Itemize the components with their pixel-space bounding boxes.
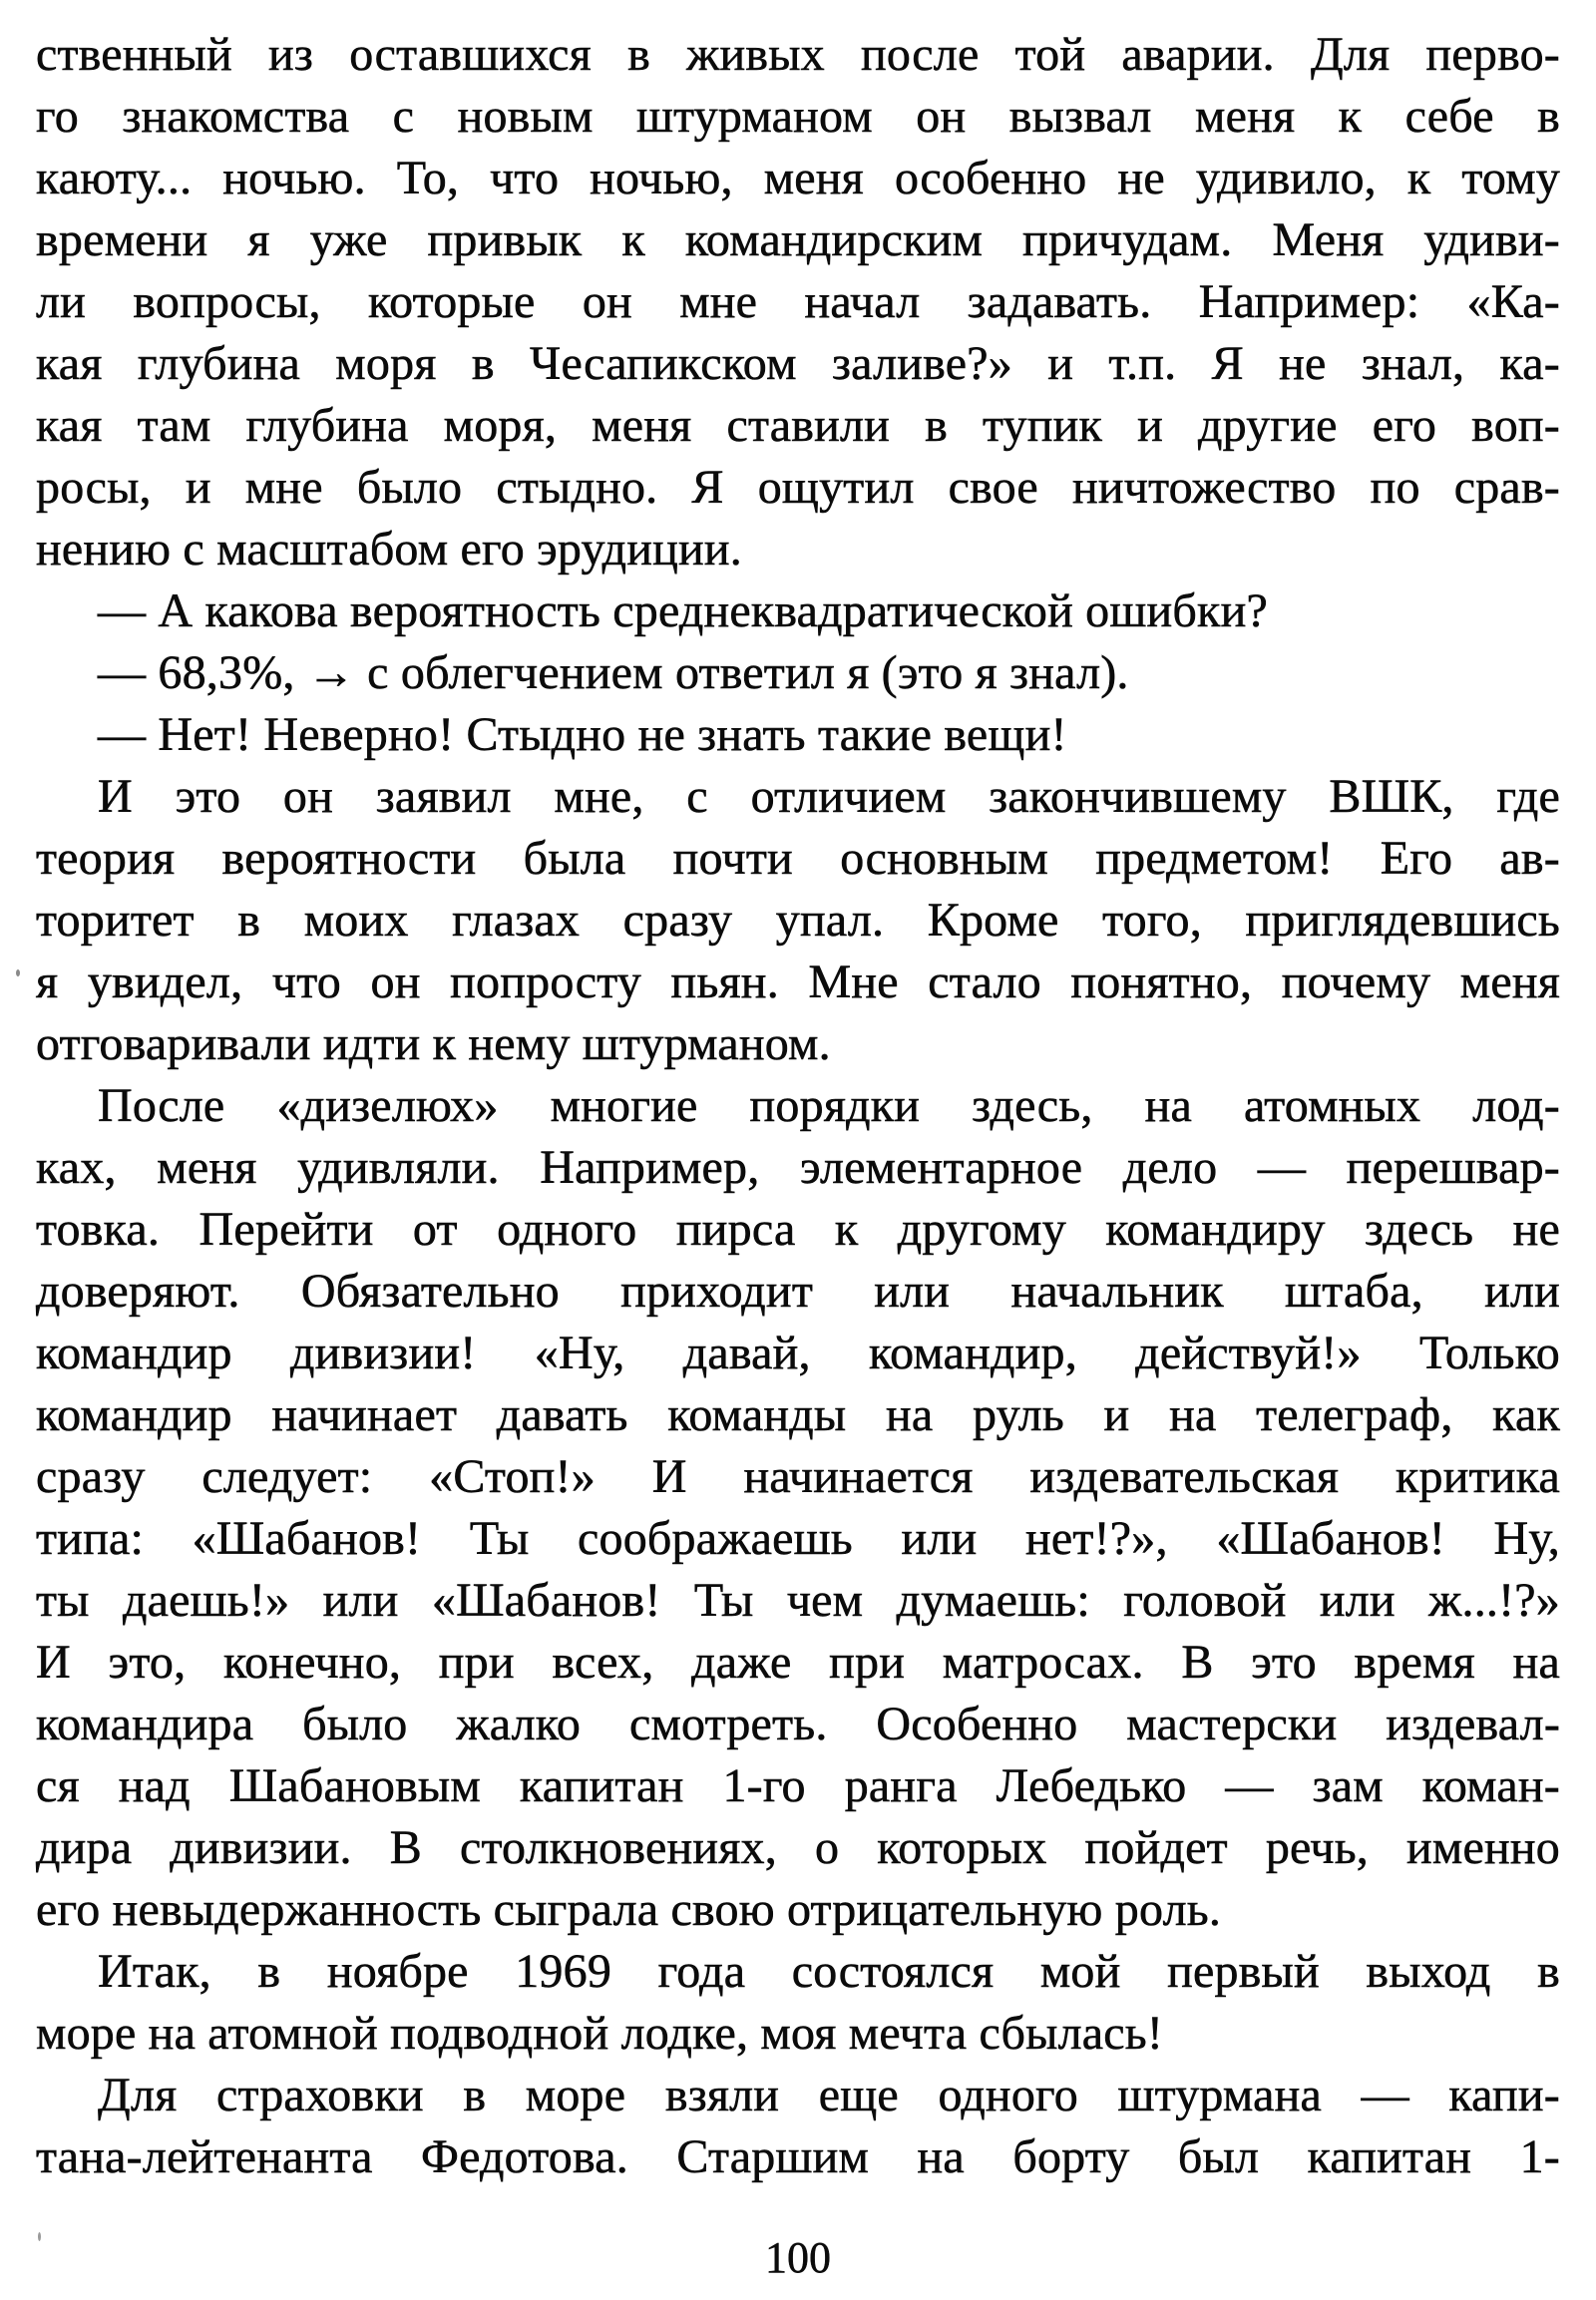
- text-line: времени я уже привык к командирским причудам. Меня удиви-: [36, 213, 1560, 266]
- text-line: тана-лейтенанта Федотова. Старшим на борту был капитан 1-: [36, 2130, 1560, 2183]
- text-line: ли вопросы, которые он мне начал задавать. Например: «Ка-: [36, 275, 1560, 328]
- text-line: И это, конечно, при всех, даже при матросах. В это время на: [36, 1636, 1560, 1689]
- text-line: его невыдержанность сыграла свою отрицательную роль.: [36, 1883, 1222, 1936]
- text-line: ках, меня удивляли. Например, элементарное дело — перешвар-: [36, 1141, 1560, 1194]
- text-line: сразу следует: «Стоп!» И начинается издевательская критика: [36, 1450, 1560, 1503]
- text-line: И это он заявил мне, с отличием закончившему ВШК, где: [98, 770, 1560, 823]
- scan-speck: [16, 969, 20, 976]
- text-line: — Нет! Неверно! Стыдно не знать такие вещи!: [98, 708, 1067, 761]
- text-line: командира было жалко смотреть. Особенно мастерски издевал-: [36, 1698, 1560, 1750]
- text-line: товка. Перейти от одного пирса к другому командиру здесь не: [36, 1203, 1560, 1256]
- text-line: ся над Шабановым капитан 1-го ранга Лебедько — зам коман-: [36, 1759, 1560, 1812]
- text-line: ты даешь!» или «Шабанов! Ты чем думаешь: головой или ж...!?»: [36, 1574, 1560, 1627]
- text-line: дира дивизии. В столкновениях, о которых пойдет речь, именно: [36, 1821, 1560, 1874]
- text-line: — А какова вероятность среднеквадратической ошибки?: [98, 584, 1268, 637]
- page-text: [36, 24, 1560, 2188]
- text-line: отговаривали идти к нему штурманом.: [36, 1017, 831, 1070]
- text-line: доверяют. Обязательно приходит или начальник штаба, или: [36, 1265, 1560, 1318]
- text-line: ственный из оставшихся в живых после той аварии. Для перво-: [36, 28, 1560, 81]
- text-line: — 68,3%, → с облегчением ответил я (это я знал).: [98, 646, 1129, 699]
- text-line: росы, и мне было стыдно. Я ощутил свое ничтожество по срав-: [36, 461, 1560, 514]
- text-line: Итак, в ноябре 1969 года состоялся мой первый выход в: [98, 1945, 1560, 1998]
- scan-speck: [38, 2232, 41, 2241]
- page-number: 100: [765, 2233, 831, 2282]
- text-line: торитет в моих глазах сразу упал. Кроме того, приглядевшись: [36, 894, 1560, 947]
- text-line: Для страховки в море взяли еще одного штурмана — капи-: [98, 2069, 1560, 2121]
- text-line: командир начинает давать команды на руль и на телеграф, как: [36, 1388, 1560, 1441]
- text-line: кая там глубина моря, меня ставили в тупик и другие его воп-: [36, 399, 1560, 452]
- text-line: типа: «Шабанов! Ты соображаешь или нет!?», «Шабанов! Ну,: [36, 1512, 1560, 1565]
- text-line: командир дивизии! «Ну, давай, командир, действуй!» Только: [36, 1327, 1560, 1379]
- text-line: я увидел, что он попросту пьян. Мне стало понятно, почему меня: [36, 956, 1560, 1008]
- text-line: теория вероятности была почти основным предметом! Его ав-: [36, 832, 1560, 885]
- text-line: го знакомства с новым штурманом он вызвал меня к себе в: [36, 90, 1560, 143]
- text-line: кая глубина моря в Чесапикском заливе?» и т.п. Я не знал, ка-: [36, 337, 1560, 390]
- text-line: После «дизелюх» многие порядки здесь, на атомных лод-: [98, 1079, 1560, 1132]
- text-line: нению с масштабом его эрудиции.: [36, 523, 743, 575]
- text-line: каюту... ночью. То, что ночью, меня особенно не удивило, к тому: [36, 152, 1560, 204]
- text-line: море на атомной подводной лодке, моя мечта сбылась!: [36, 2007, 1164, 2060]
